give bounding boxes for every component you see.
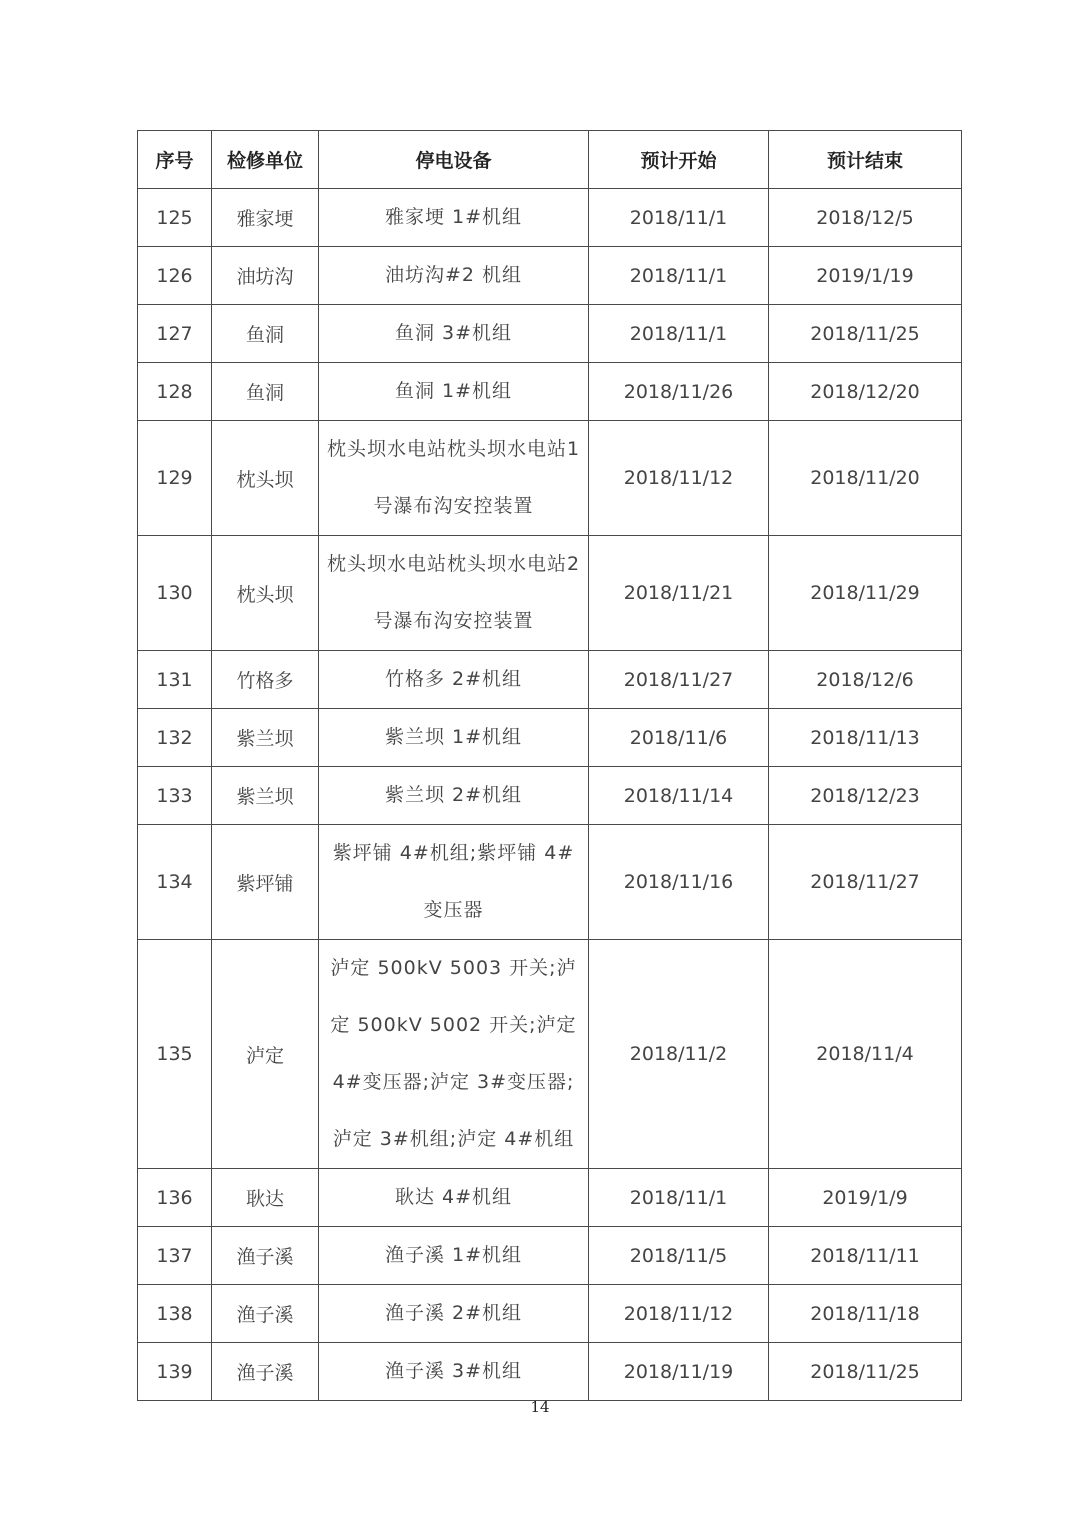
cell-serial-no: 134 [138, 825, 212, 940]
cell-start: 2018/11/26 [589, 363, 769, 421]
cell-end: 2018/11/25 [769, 1343, 962, 1401]
cell-serial-no: 132 [138, 709, 212, 767]
cell-device: 紫坪铺 4#机组;紫坪铺 4#变压器 [319, 825, 589, 940]
cell-device: 油坊沟#2 机组 [319, 247, 589, 305]
cell-device: 鱼洞 1#机组 [319, 363, 589, 421]
cell-device: 紫兰坝 1#机组 [319, 709, 589, 767]
cell-end: 2018/11/25 [769, 305, 962, 363]
cell-start: 2018/11/21 [589, 536, 769, 651]
cell-unit: 渔子溪 [212, 1343, 319, 1401]
cell-device: 耿达 4#机组 [319, 1169, 589, 1227]
table-row [138, 709, 962, 767]
header-planned-start: 预计开始 [589, 131, 769, 189]
cell-device: 竹格多 2#机组 [319, 651, 589, 709]
table-row [138, 1343, 962, 1401]
cell-start: 2018/11/1 [589, 305, 769, 363]
cell-serial-no: 129 [138, 421, 212, 536]
cell-device: 枕头坝水电站枕头坝水电站1 号瀑布沟安控装置 [319, 421, 589, 536]
cell-unit: 鱼洞 [212, 305, 319, 363]
cell-end: 2018/12/6 [769, 651, 962, 709]
cell-start: 2018/11/27 [589, 651, 769, 709]
cell-end: 2018/11/29 [769, 536, 962, 651]
cell-device: 雅家埂 1#机组 [319, 189, 589, 247]
table-row [138, 421, 962, 536]
maintenance-schedule-sheet [137, 130, 961, 1401]
cell-serial-no: 135 [138, 940, 212, 1169]
cell-serial-no: 138 [138, 1285, 212, 1343]
table-row [138, 940, 962, 1169]
table-header-row [138, 131, 962, 189]
cell-device: 渔子溪 3#机组 [319, 1343, 589, 1401]
cell-device: 渔子溪 1#机组 [319, 1227, 589, 1285]
cell-start: 2018/11/1 [589, 189, 769, 247]
cell-unit: 耿达 [212, 1169, 319, 1227]
cell-serial-no: 126 [138, 247, 212, 305]
cell-serial-no: 125 [138, 189, 212, 247]
table-row [138, 825, 962, 940]
cell-unit: 雅家埂 [212, 189, 319, 247]
cell-unit: 竹格多 [212, 651, 319, 709]
table-row [138, 363, 962, 421]
cell-device: 鱼洞 3#机组 [319, 305, 589, 363]
table-row [138, 247, 962, 305]
cell-unit: 紫坪铺 [212, 825, 319, 940]
cell-unit: 渔子溪 [212, 1227, 319, 1285]
cell-serial-no: 137 [138, 1227, 212, 1285]
cell-end: 2018/12/5 [769, 189, 962, 247]
cell-device: 紫兰坝 2#机组 [319, 767, 589, 825]
table-row [138, 189, 962, 247]
cell-end: 2018/12/23 [769, 767, 962, 825]
table-row [138, 1169, 962, 1227]
cell-start: 2018/11/19 [589, 1343, 769, 1401]
cell-serial-no: 128 [138, 363, 212, 421]
cell-start: 2018/11/12 [589, 421, 769, 536]
cell-serial-no: 130 [138, 536, 212, 651]
cell-start: 2018/11/1 [589, 1169, 769, 1227]
table-row [138, 1285, 962, 1343]
cell-device: 枕头坝水电站枕头坝水电站2 号瀑布沟安控装置 [319, 536, 589, 651]
cell-start: 2018/11/16 [589, 825, 769, 940]
table-row [138, 1227, 962, 1285]
header-planned-end: 预计结束 [769, 131, 962, 189]
cell-start: 2018/11/1 [589, 247, 769, 305]
cell-end: 2019/1/19 [769, 247, 962, 305]
table-row [138, 767, 962, 825]
cell-serial-no: 131 [138, 651, 212, 709]
cell-serial-no: 136 [138, 1169, 212, 1227]
cell-start: 2018/11/12 [589, 1285, 769, 1343]
cell-unit: 枕头坝 [212, 421, 319, 536]
header-serial-no: 序号 [138, 131, 212, 189]
cell-end: 2018/11/4 [769, 940, 962, 1169]
cell-serial-no: 139 [138, 1343, 212, 1401]
cell-device: 泸定 500kV 5003 开关;泸定 500kV 5002 开关;泸定 4#变压器;泸定 3#变压器;泸定 3#机组;泸定 4#机组 [319, 940, 589, 1169]
cell-serial-no: 133 [138, 767, 212, 825]
header-outage-device: 停电设备 [319, 131, 589, 189]
table-row [138, 651, 962, 709]
cell-start: 2018/11/14 [589, 767, 769, 825]
cell-end: 2018/11/11 [769, 1227, 962, 1285]
cell-device: 渔子溪 2#机组 [319, 1285, 589, 1343]
cell-end: 2018/12/20 [769, 363, 962, 421]
cell-start: 2018/11/5 [589, 1227, 769, 1285]
cell-end: 2019/1/9 [769, 1169, 962, 1227]
cell-start: 2018/11/2 [589, 940, 769, 1169]
table-row [138, 536, 962, 651]
table-row [138, 305, 962, 363]
cell-end: 2018/11/27 [769, 825, 962, 940]
cell-serial-no: 127 [138, 305, 212, 363]
cell-unit: 紫兰坝 [212, 767, 319, 825]
cell-unit: 渔子溪 [212, 1285, 319, 1343]
page-number: 14 [530, 1398, 550, 1416]
cell-end: 2018/11/18 [769, 1285, 962, 1343]
cell-unit: 泸定 [212, 940, 319, 1169]
cell-unit: 油坊沟 [212, 247, 319, 305]
cell-end: 2018/11/20 [769, 421, 962, 536]
cell-start: 2018/11/6 [589, 709, 769, 767]
cell-unit: 鱼洞 [212, 363, 319, 421]
cell-end: 2018/11/13 [769, 709, 962, 767]
header-maintenance-unit: 检修单位 [212, 131, 319, 189]
cell-unit: 枕头坝 [212, 536, 319, 651]
outage-schedule-table [137, 130, 962, 1401]
cell-unit: 紫兰坝 [212, 709, 319, 767]
